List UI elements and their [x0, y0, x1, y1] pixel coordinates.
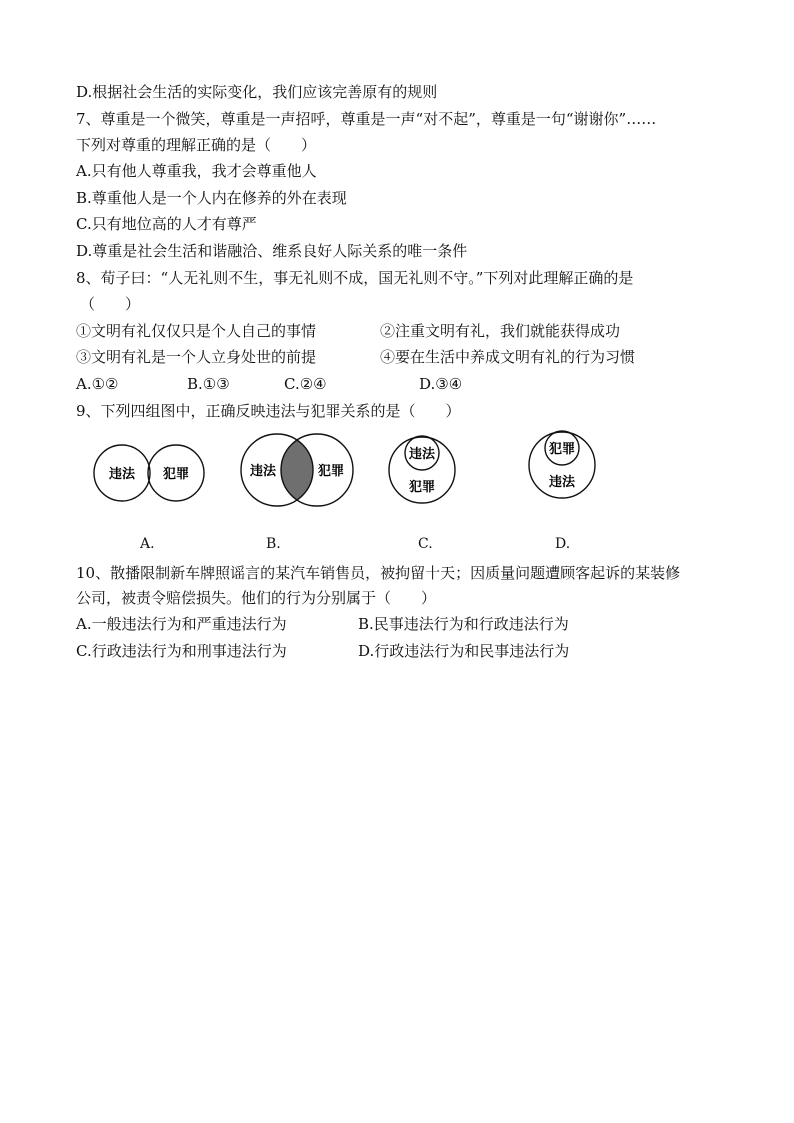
diagram-b-crime-label: 犯罪	[317, 464, 345, 479]
q8-option-b: B.①③	[187, 375, 230, 393]
q10-stem-line2: 公司，被责令赔偿损失。他们的行为分别属于（ ）	[76, 589, 437, 607]
q8-statement-4: ④要在生活中养成文明有礼的行为习惯	[380, 348, 636, 366]
q10-option-c: C.行政违法行为和刑事违法行为	[76, 642, 287, 660]
q8-statement-2: ②注重文明有礼，我们就能获得成功	[380, 322, 621, 340]
diagram-d-outer-label: 违法	[548, 475, 576, 490]
diagram-d	[529, 431, 595, 498]
q7-option-d: D.尊重是社会生活和谐融洽、维系良好人际关系的唯一条件	[76, 242, 468, 260]
q7-option-b: B.尊重他人是一个人内在修养的外在表现	[76, 189, 347, 207]
diagram-a-illegal-label: 违法	[108, 467, 136, 482]
q10-option-d: D.行政违法行为和民事违法行为	[358, 642, 570, 660]
q10-option-a: A.一般违法行为和严重违法行为	[76, 615, 287, 633]
q8-stem-line2: （ ）	[80, 295, 141, 313]
q7-stem-line1: 7、尊重是一个微笑，尊重是一声招呼，尊重是一声“对不起”，尊重是一句“谢谢你”……	[76, 110, 657, 128]
q8-option-c: C.②④	[284, 375, 327, 393]
q6-option-d: D.根据社会生活的实际变化，我们应该完善原有的规则	[76, 83, 438, 101]
diagram-c	[389, 436, 455, 503]
diagram-c-outer-label: 犯罪	[408, 480, 436, 495]
diagram-b	[241, 434, 353, 506]
diagram-d-label: D.	[555, 536, 571, 552]
q9-stem: 9、下列四组图中，正确反映违法与犯罪关系的是（ ）	[76, 402, 461, 420]
q7-stem-line2: 下列对尊重的理解正确的是（ ）	[76, 136, 317, 154]
q8-option-d: D.③④	[419, 375, 463, 393]
q8-stem-line1: 8、荀子曰：“人无礼则不生，事无礼则不成，国无礼则不守。”下列对此理解正确的是	[76, 269, 634, 287]
diagram-c-label: C.	[418, 536, 433, 552]
diagram-b-label: B.	[266, 536, 281, 552]
q7-option-c: C.只有地位高的人才有尊严	[76, 215, 257, 233]
diagram-a-crime-label: 犯罪	[162, 467, 190, 482]
q10-stem-line1: 10、散播限制新车牌照谣言的某汽车销售员，被拘留十天；因质量问题遭顾客起诉的某装修	[76, 564, 681, 582]
q8-option-a: A.①②	[76, 375, 119, 393]
q8-statement-3: ③文明有礼是一个人立身处世的前提	[76, 348, 317, 366]
q8-statement-1: ①文明有礼仅仅只是个人自己的事情	[76, 322, 317, 340]
q10-option-b: B.民事违法行为和行政违法行为	[358, 615, 569, 633]
q9-diagram-group	[60, 430, 760, 550]
diagram-b-illegal-label: 违法	[249, 464, 277, 479]
diagram-c-inner-label: 违法	[408, 447, 436, 462]
q7-option-a: A.只有他人尊重我，我才会尊重他人	[76, 162, 317, 180]
diagram-a-label: A.	[140, 536, 155, 552]
diagram-a	[94, 445, 204, 501]
diagram-d-inner-label: 犯罪	[548, 442, 576, 457]
